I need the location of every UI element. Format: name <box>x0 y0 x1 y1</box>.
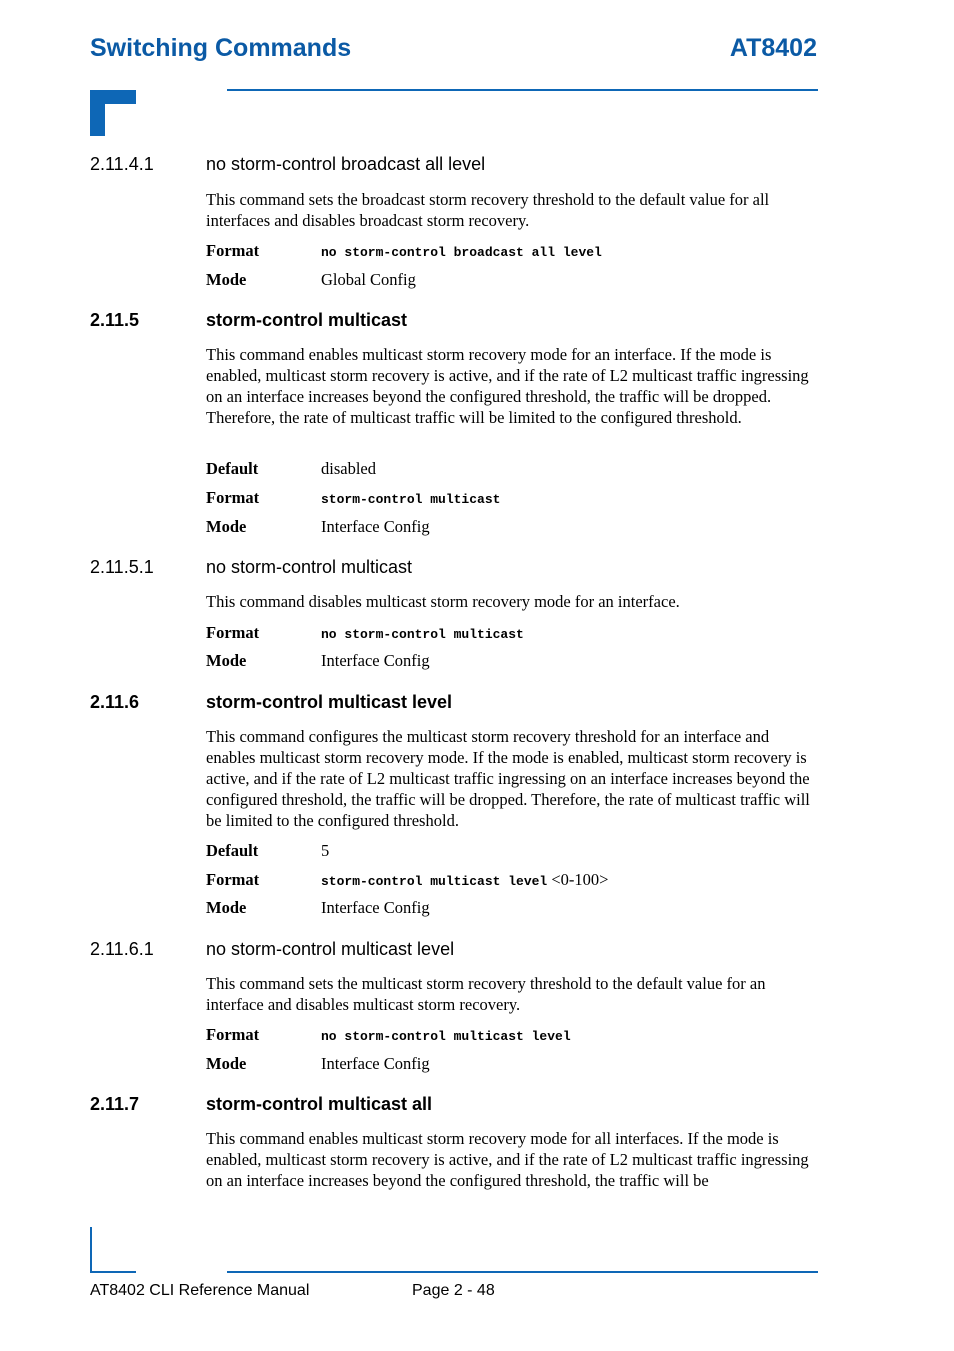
format-label: Format <box>206 623 260 642</box>
default-value: disabled <box>321 459 376 478</box>
corner-mark-top-horizontal <box>90 90 136 104</box>
section-title: storm-control multicast <box>206 310 408 330</box>
default-row <box>206 458 376 480</box>
format-code: no storm-control broadcast all level <box>321 245 602 260</box>
format-label: Format <box>206 241 260 260</box>
section-title: no storm-control multicast level <box>206 939 455 959</box>
header-rule <box>227 89 818 91</box>
mode-label: Mode <box>206 517 247 536</box>
section-heading <box>90 153 485 175</box>
footer-page-number: Page 2 - 48 <box>412 1282 495 1299</box>
mode-value: Interface Config <box>321 651 430 670</box>
section-paragraph: This command disables multicast storm recovery mode for an interface. <box>206 592 680 611</box>
mode-label: Mode <box>206 898 247 917</box>
mode-row <box>206 516 430 538</box>
default-row <box>206 840 329 862</box>
section-heading <box>90 556 412 578</box>
format-code: storm-control multicast level <box>321 874 548 889</box>
section-paragraph: This command configures the multicast storm recovery threshold for an interface and enables multicast storm recovery mode. If the mode is enabled, multicast storm recovery is active, and if the rate of L2 multicast traffic ingressing on an interface increases beyond the configured threshold, the traffic will be dropped. Therefore, the rate of multicast traffic will be limited to the configured threshold. <box>206 727 810 830</box>
mode-label: Mode <box>206 651 247 670</box>
format-row <box>206 1024 571 1046</box>
section-number: 2.11.7 <box>90 1094 140 1114</box>
section-title: storm-control multicast all <box>206 1094 433 1114</box>
section-paragraph: This command enables multicast storm recovery mode for an interface. If the mode is enabled, multicast storm recovery is active, and if the rate of L2 multicast traffic ingressing on an interface increases beyond the configured threshold, the traffic will be dropped. Therefore, the rate of multicast traffic will be limited to the configured threshold. <box>206 345 809 427</box>
mode-row <box>206 650 430 672</box>
section-paragraph: This command enables multicast storm recovery mode for all interfaces. If the mode is enabled, multicast storm recovery is active, and if the rate of L2 multicast traffic ingressing on an interface increases beyond the configured threshold, the traffic will be <box>206 1129 809 1190</box>
section-heading <box>90 1093 432 1115</box>
format-label: Format <box>206 488 260 507</box>
mode-row <box>206 269 416 291</box>
section-heading <box>90 309 407 331</box>
section-number: 2.11.4.1 <box>90 154 154 174</box>
mode-value: Global Config <box>321 270 416 289</box>
section-title: no storm-control multicast <box>206 557 413 577</box>
section-title: no storm-control broadcast all level <box>206 154 486 174</box>
mode-row <box>206 1053 430 1075</box>
corner-mark-bottom-horizontal <box>90 1271 136 1273</box>
mode-row <box>206 897 430 919</box>
format-row <box>206 240 602 262</box>
section-paragraph: This command sets the multicast storm recovery threshold to the default value for an interface and disables multicast storm recovery. <box>206 974 766 1014</box>
mode-value: Interface Config <box>321 898 430 917</box>
format-code: storm-control multicast <box>321 492 501 507</box>
mode-value: Interface Config <box>321 517 430 536</box>
section-title: storm-control multicast level <box>206 692 453 712</box>
footer-manual-title: AT8402 CLI Reference Manual <box>90 1282 310 1299</box>
section-heading <box>90 691 452 713</box>
format-row <box>206 869 608 891</box>
section-number: 2.11.5.1 <box>90 557 154 577</box>
product-name: AT8402 <box>729 34 817 62</box>
default-label: Default <box>206 841 259 860</box>
footer-rule <box>227 1271 818 1273</box>
mode-label: Mode <box>206 270 247 289</box>
format-label: Format <box>206 1025 260 1044</box>
section-number: 2.11.5 <box>90 310 140 330</box>
format-code: no storm-control multicast level <box>321 1029 571 1044</box>
default-value: 5 <box>321 841 330 860</box>
format-row <box>206 622 524 644</box>
section-paragraph: This command sets the broadcast storm recovery threshold to the default value for all interfaces and disables broadcast storm recovery. <box>206 190 770 230</box>
format-code: no storm-control multicast <box>321 627 524 642</box>
mode-value: Interface Config <box>321 1054 430 1073</box>
chapter-title: Switching Commands <box>90 34 352 62</box>
format-argument: <0-100> <box>551 870 609 889</box>
format-row <box>206 487 500 509</box>
corner-mark-bottom <box>90 1227 92 1273</box>
section-number: 2.11.6.1 <box>90 939 154 959</box>
default-label: Default <box>206 459 259 478</box>
section-heading <box>90 938 454 960</box>
format-label: Format <box>206 870 260 889</box>
mode-label: Mode <box>206 1054 247 1073</box>
section-number: 2.11.6 <box>90 692 140 712</box>
